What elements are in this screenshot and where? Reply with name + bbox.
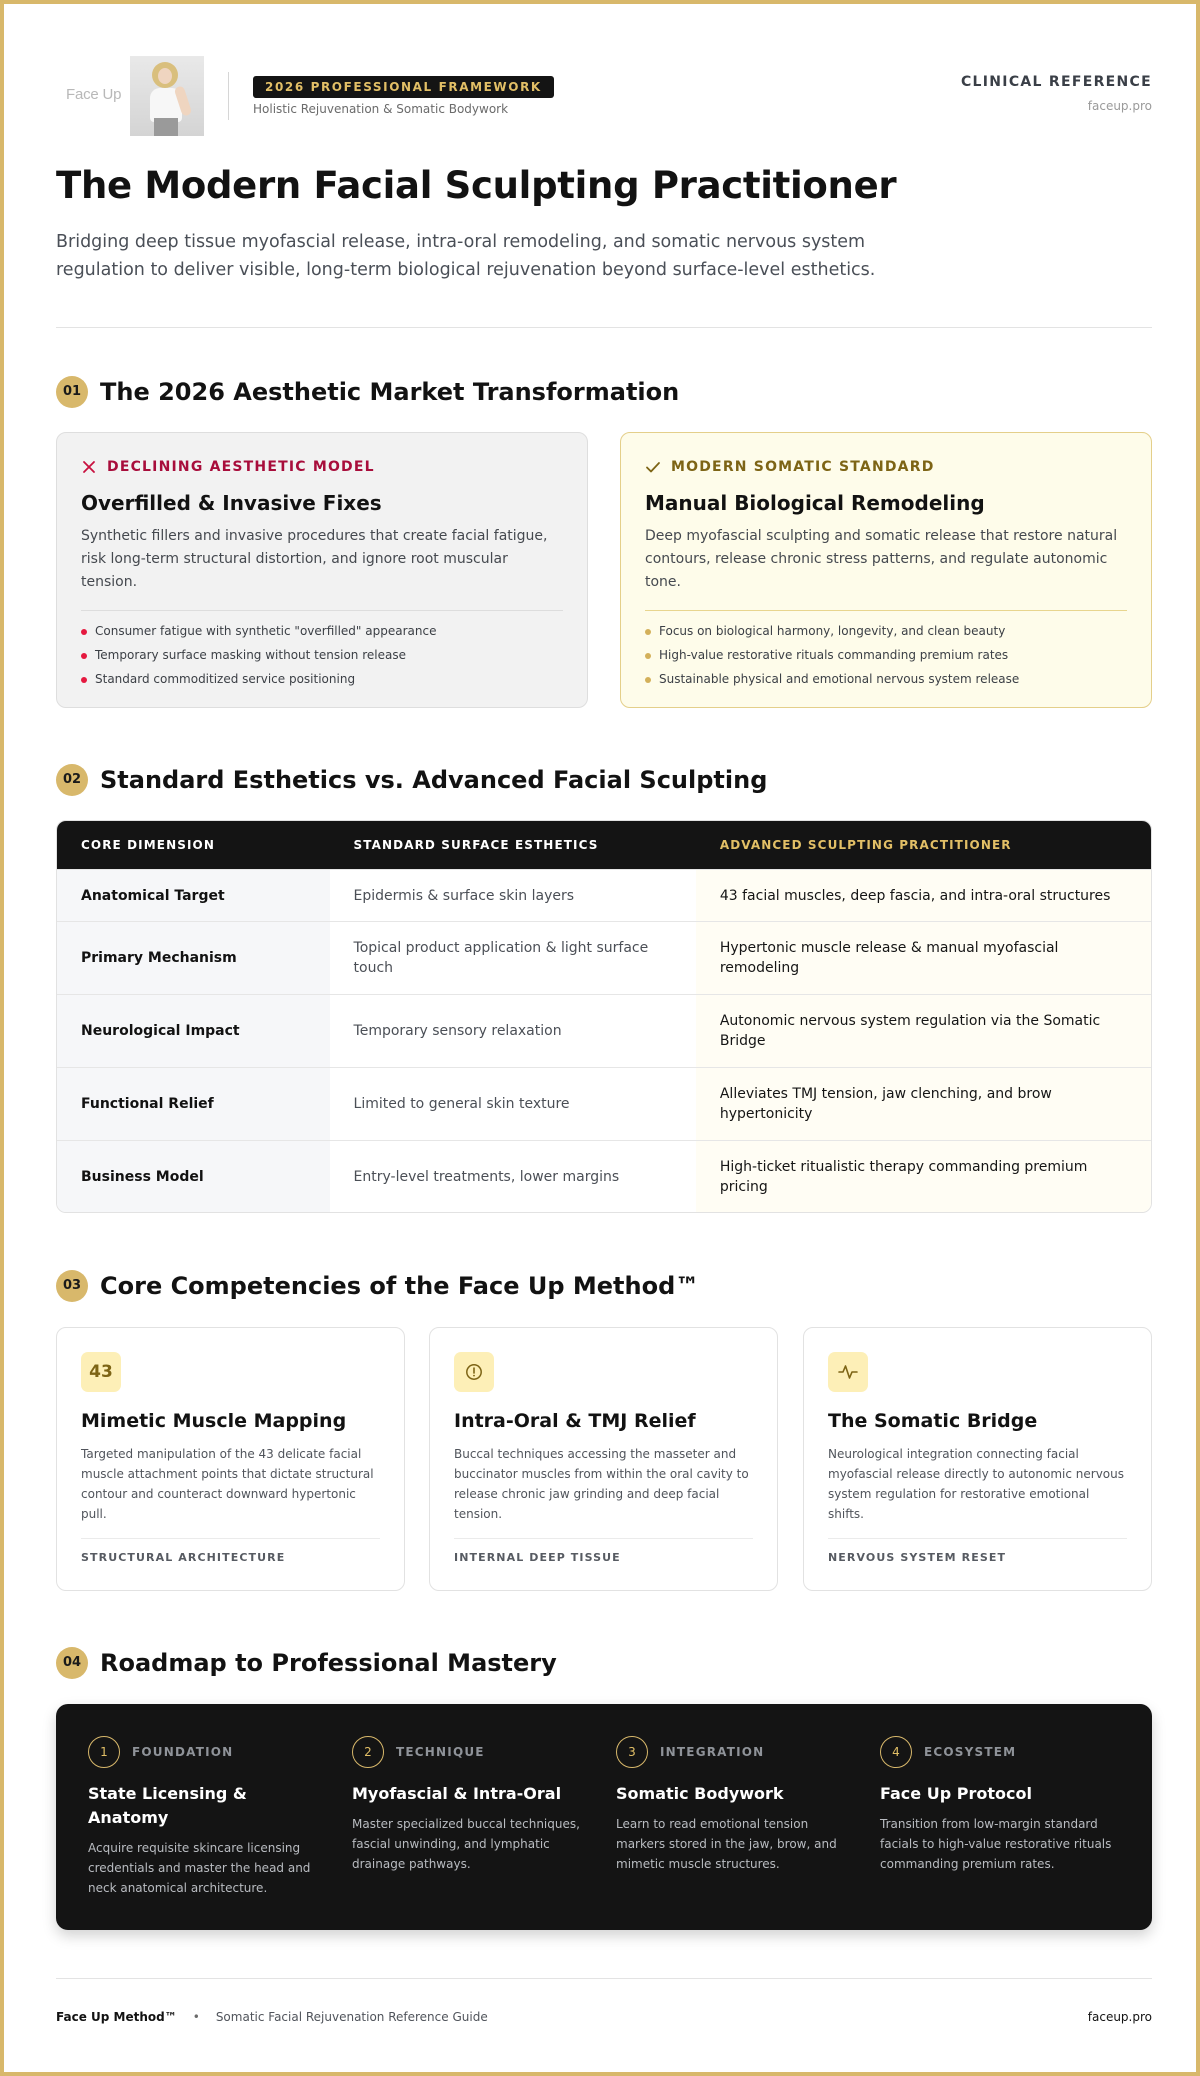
- divider: [56, 327, 1152, 328]
- list-item: Standard commoditized service positioning: [81, 667, 563, 691]
- footer-url-link[interactable]: faceup.pro: [1087, 2010, 1152, 2024]
- header-subtitle: Holistic Rejuvenation & Somatic Bodywork: [253, 102, 509, 116]
- step-label: INTEGRATION: [660, 1745, 765, 1759]
- step-title: Somatic Bodywork: [616, 1784, 784, 1803]
- modern-standard-card: [620, 432, 1152, 708]
- card-title: Intra-Oral & TMJ Relief: [454, 1410, 696, 1432]
- card-footer: STRUCTURAL ARCHITECTURE: [81, 1551, 286, 1564]
- card-title: The Somatic Bridge: [828, 1410, 1038, 1432]
- roadmap-step-ecosystem: [880, 1736, 1120, 1874]
- table-cell: High-ticket ritualistic therapy commanding premium pricing: [696, 1141, 1151, 1212]
- table-row: [57, 1067, 1151, 1140]
- table-cell: Neurological Impact: [57, 995, 330, 1067]
- number-43-icon: 43: [81, 1352, 121, 1392]
- card-title: Overfilled & Invasive Fixes: [81, 491, 382, 515]
- card-divider: [645, 610, 1127, 611]
- header-divider: [228, 72, 229, 120]
- section-number: 04: [56, 1647, 88, 1679]
- close-icon: [81, 459, 97, 475]
- step-title: Myofascial & Intra-Oral: [352, 1784, 562, 1803]
- step-title: Face Up Protocol: [880, 1784, 1032, 1803]
- declining-list: [81, 619, 563, 691]
- section-title: Core Competencies of the Face Up Method™: [100, 1272, 700, 1300]
- roadmap-step-integration: [616, 1736, 856, 1874]
- competency-card-muscle-mapping: [56, 1327, 405, 1591]
- list-item: Consumer fatigue with synthetic "overfilled" appearance: [81, 619, 563, 643]
- list-item: Focus on biological harmony, longevity, and clean beauty: [645, 619, 1127, 643]
- header: [56, 56, 1152, 136]
- card-title: Manual Biological Remodeling: [645, 491, 985, 515]
- card-divider: [454, 1538, 753, 1539]
- framework-badge: 2026 PROFESSIONAL FRAMEWORK: [253, 76, 554, 98]
- pulse-icon: [828, 1352, 868, 1392]
- step-number: 1: [88, 1736, 120, 1768]
- section-title: The 2026 Aesthetic Market Transformation: [100, 378, 680, 406]
- card-body: Deep myofascial sculpting and somatic release that restore natural contours, release chronic stress patterns, and regulate autonomic tone.: [645, 528, 1118, 590]
- table-row: [57, 869, 1151, 921]
- step-number: 3: [616, 1736, 648, 1768]
- step-label: ECOSYSTEM: [924, 1745, 1017, 1759]
- header-portrait-image: [130, 56, 204, 136]
- header-url-link[interactable]: faceup.pro: [1087, 99, 1152, 113]
- step-body: Transition from low-margin standard facials to high-value restorative rituals commanding premium rates.: [880, 1817, 1112, 1871]
- modern-list: [645, 619, 1127, 691]
- table-row: [57, 921, 1151, 994]
- table-row: [57, 994, 1151, 1067]
- card-body: Synthetic fillers and invasive procedures that create facial fatigue, risk long-term structural distortion, and ignore root muscular tension.: [81, 528, 548, 590]
- section-number: 02: [56, 764, 88, 796]
- step-number: 2: [352, 1736, 384, 1768]
- footer-brand: Face Up Method™: [56, 2010, 177, 2024]
- declining-model-card: [56, 432, 588, 708]
- card-body: Targeted manipulation of the 43 delicate facial muscle attachment points that dictate structural contour and counteract downward hypertonic pull.: [81, 1447, 374, 1521]
- step-body: Master specialized buccal techniques, fascial unwinding, and lymphatic drainage pathways.: [352, 1817, 580, 1871]
- roadmap-step-technique: [352, 1736, 592, 1874]
- footer-divider: [56, 1978, 1152, 1979]
- table-cell: Autonomic nervous system regulation via the Somatic Bridge: [696, 995, 1151, 1067]
- declining-tag: DECLINING AESTHETIC MODEL: [107, 459, 375, 475]
- table-cell: Business Model: [57, 1141, 330, 1212]
- step-number: 4: [880, 1736, 912, 1768]
- table-cell: 43 facial muscles, deep fascia, and intra-oral structures: [696, 870, 1151, 921]
- page-lede: Bridging deep tissue myofascial release, intra-oral remodeling, and somatic nervous system regulation to deliver visible, long-term biological rejuvenation beyond surface-level esthetics.: [56, 232, 876, 280]
- competency-card-somatic-bridge: [803, 1327, 1152, 1591]
- card-divider: [81, 610, 563, 611]
- section-number: 03: [56, 1270, 88, 1302]
- footer-guide-title: Somatic Facial Rejuvenation Reference Guide: [215, 2010, 488, 2024]
- card-footer: NERVOUS SYSTEM RESET: [828, 1551, 1007, 1564]
- table-cell: Primary Mechanism: [57, 922, 330, 994]
- table-header: [57, 821, 1151, 869]
- table-row: [57, 1140, 1151, 1212]
- card-footer: INTERNAL DEEP TISSUE: [454, 1551, 621, 1564]
- table-cell: Alleviates TMJ tension, jaw clenching, and brow hypertonicity: [696, 1068, 1151, 1140]
- list-item: Temporary surface masking without tension release: [81, 643, 563, 667]
- footer-separator: •: [192, 2010, 200, 2024]
- column-header: ADVANCED SCULPTING PRACTITIONER: [719, 838, 1012, 852]
- roadmap-panel: [56, 1704, 1152, 1930]
- table-cell: Entry-level treatments, lower margins: [330, 1141, 696, 1212]
- clinical-reference-label: CLINICAL REFERENCE: [960, 74, 1152, 90]
- card-divider: [828, 1538, 1127, 1539]
- list-item: High-value restorative rituals commanding premium rates: [645, 643, 1127, 667]
- table-cell: Topical product application & light surface touch: [330, 922, 696, 994]
- section-title: Standard Esthetics vs. Advanced Facial Sculpting: [100, 766, 768, 794]
- table-cell: Epidermis & surface skin layers: [330, 870, 696, 921]
- step-body: Learn to read emotional tension markers stored in the jaw, brow, and mimetic muscle structures.: [616, 1817, 837, 1871]
- check-icon: [645, 459, 661, 475]
- column-header: CORE DIMENSION: [81, 838, 215, 852]
- logo[interactable]: Face Up: [66, 86, 122, 103]
- table-cell: Functional Relief: [57, 1068, 330, 1140]
- section-title: Roadmap to Professional Mastery: [100, 1649, 557, 1677]
- table-cell: Hypertonic muscle release & manual myofascial remodeling: [696, 922, 1151, 994]
- modern-tag: MODERN SOMATIC STANDARD: [671, 459, 935, 475]
- competency-card-tmj-relief: [429, 1327, 778, 1591]
- footer-left: [56, 2010, 488, 2024]
- column-header: STANDARD SURFACE ESTHETICS: [353, 838, 599, 852]
- card-divider: [81, 1538, 380, 1539]
- list-item: Sustainable physical and emotional nervous system release: [645, 667, 1127, 691]
- card-body: Buccal techniques accessing the masseter and buccinator muscles from within the oral cavity to release chronic jaw grinding and deep facial tension.: [454, 1447, 749, 1521]
- step-body: Acquire requisite skincare licensing credentials and master the head and neck anatomical architecture.: [88, 1841, 311, 1895]
- comparison-table: [56, 820, 1152, 1213]
- card-body: Neurological integration connecting facial myofascial release directly to autonomic nervous system regulation for restorative emotional shifts.: [828, 1447, 1124, 1521]
- step-label: TECHNIQUE: [396, 1745, 485, 1759]
- card-title: Mimetic Muscle Mapping: [81, 1410, 347, 1432]
- roadmap-step-foundation: [88, 1736, 328, 1898]
- table-cell: Anatomical Target: [57, 870, 330, 921]
- table-cell: Temporary sensory relaxation: [330, 995, 696, 1067]
- alert-circle-icon: [454, 1352, 494, 1392]
- page-title: The Modern Facial Sculpting Practitioner: [56, 164, 897, 207]
- section-number: 01: [56, 376, 88, 408]
- step-title: State Licensing & Anatomy: [88, 1784, 247, 1827]
- table-cell: Limited to general skin texture: [330, 1068, 696, 1140]
- step-label: FOUNDATION: [132, 1745, 234, 1759]
